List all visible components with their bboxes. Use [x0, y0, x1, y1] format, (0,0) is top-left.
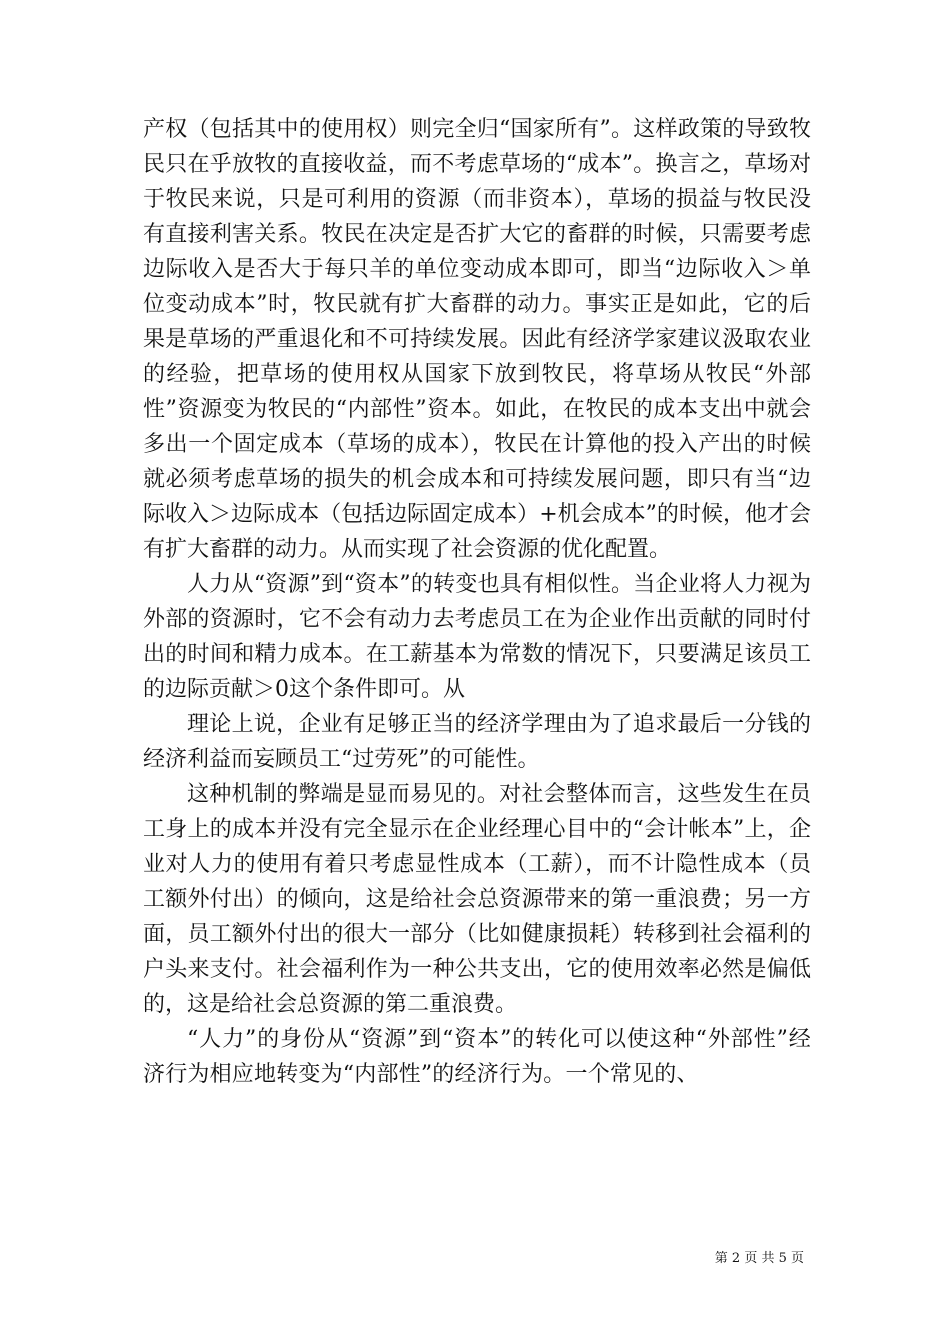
paragraph-3: 理论上说，企业有足够正当的经济学理由为了追求最后一分钱的经济利益而妄顾员工“过劳死”的可能性。: [143, 712, 811, 772]
paragraph-5: “人力”的身份从“资源”到“资本”的转化可以使这种“外部性”经济行为相应地转变为“内部性”的经济行为。一个常见的、: [143, 1027, 811, 1087]
paragraph-2: 人力从“资源”到“资本”的转变也具有相似性。当企业将人力视为外部的资源时，它不会有动力去考虑员工在为企业作出贡献的同时付出的时间和精力成本。在工薪基本为常数的情况下，只要满足该员工的边际贡献＞0这个条件即可。从: [143, 572, 811, 702]
page-number: 第 2 页 共 5 页: [714, 1251, 804, 1266]
body-text: [143, 112, 811, 1092]
paragraph-4: 这种机制的弊端是显而易见的。对社会整体而言，这些发生在员工身上的成本并没有完全显示在企业经理心目中的“会计帐本”上，企业对人力的使用有着只考虑显性成本（工薪），而不计隐性成本（员工额外付出）的倾向，这是给社会总资源带来的第一重浪费；另一方面，员工额外付出的很大一部分（比如健康损耗）转移到社会福利的户头来支付。社会福利作为一种公共支出，它的使用效率必然是偏低的，这是给社会总资源的第二重浪费。: [143, 782, 811, 1017]
paragraph-1: 产权（包括其中的使用权）则完全归“国家所有”。这样政策的导致牧民只在乎放牧的直接收益，而不考虑草场的“成本”。换言之，草场对于牧民来说，只是可利用的资源（而非资本），草场的损益与牧民没有直接利害关系。牧民在决定是否扩大它的畜群的时候，只需要考虑边际收入是否大于每只羊的单位变动成本即可，即当“边际收入＞单位变动成本”时，牧民就有扩大畜群的动力。事实正是如此，它的后果是草场的严重退化和不可持续发展。因此有经济学家建议汲取农业的经验，把草场的使用权从国家下放到牧民，将草场从牧民“外部性”资源变为牧民的“内部性”资本。如此，在牧民的成本支出中就会多出一个固定成本（草场的成本），牧民在计算他的投入产出的时候就必须考虑草场的损失的机会成本和可持续发展问题，即只有当“边际收入＞边际成本（包括边际固定成本）+机会成本”的时候，他才会有扩大畜群的动力。从而实现了社会资源的优化配置。: [143, 117, 811, 562]
